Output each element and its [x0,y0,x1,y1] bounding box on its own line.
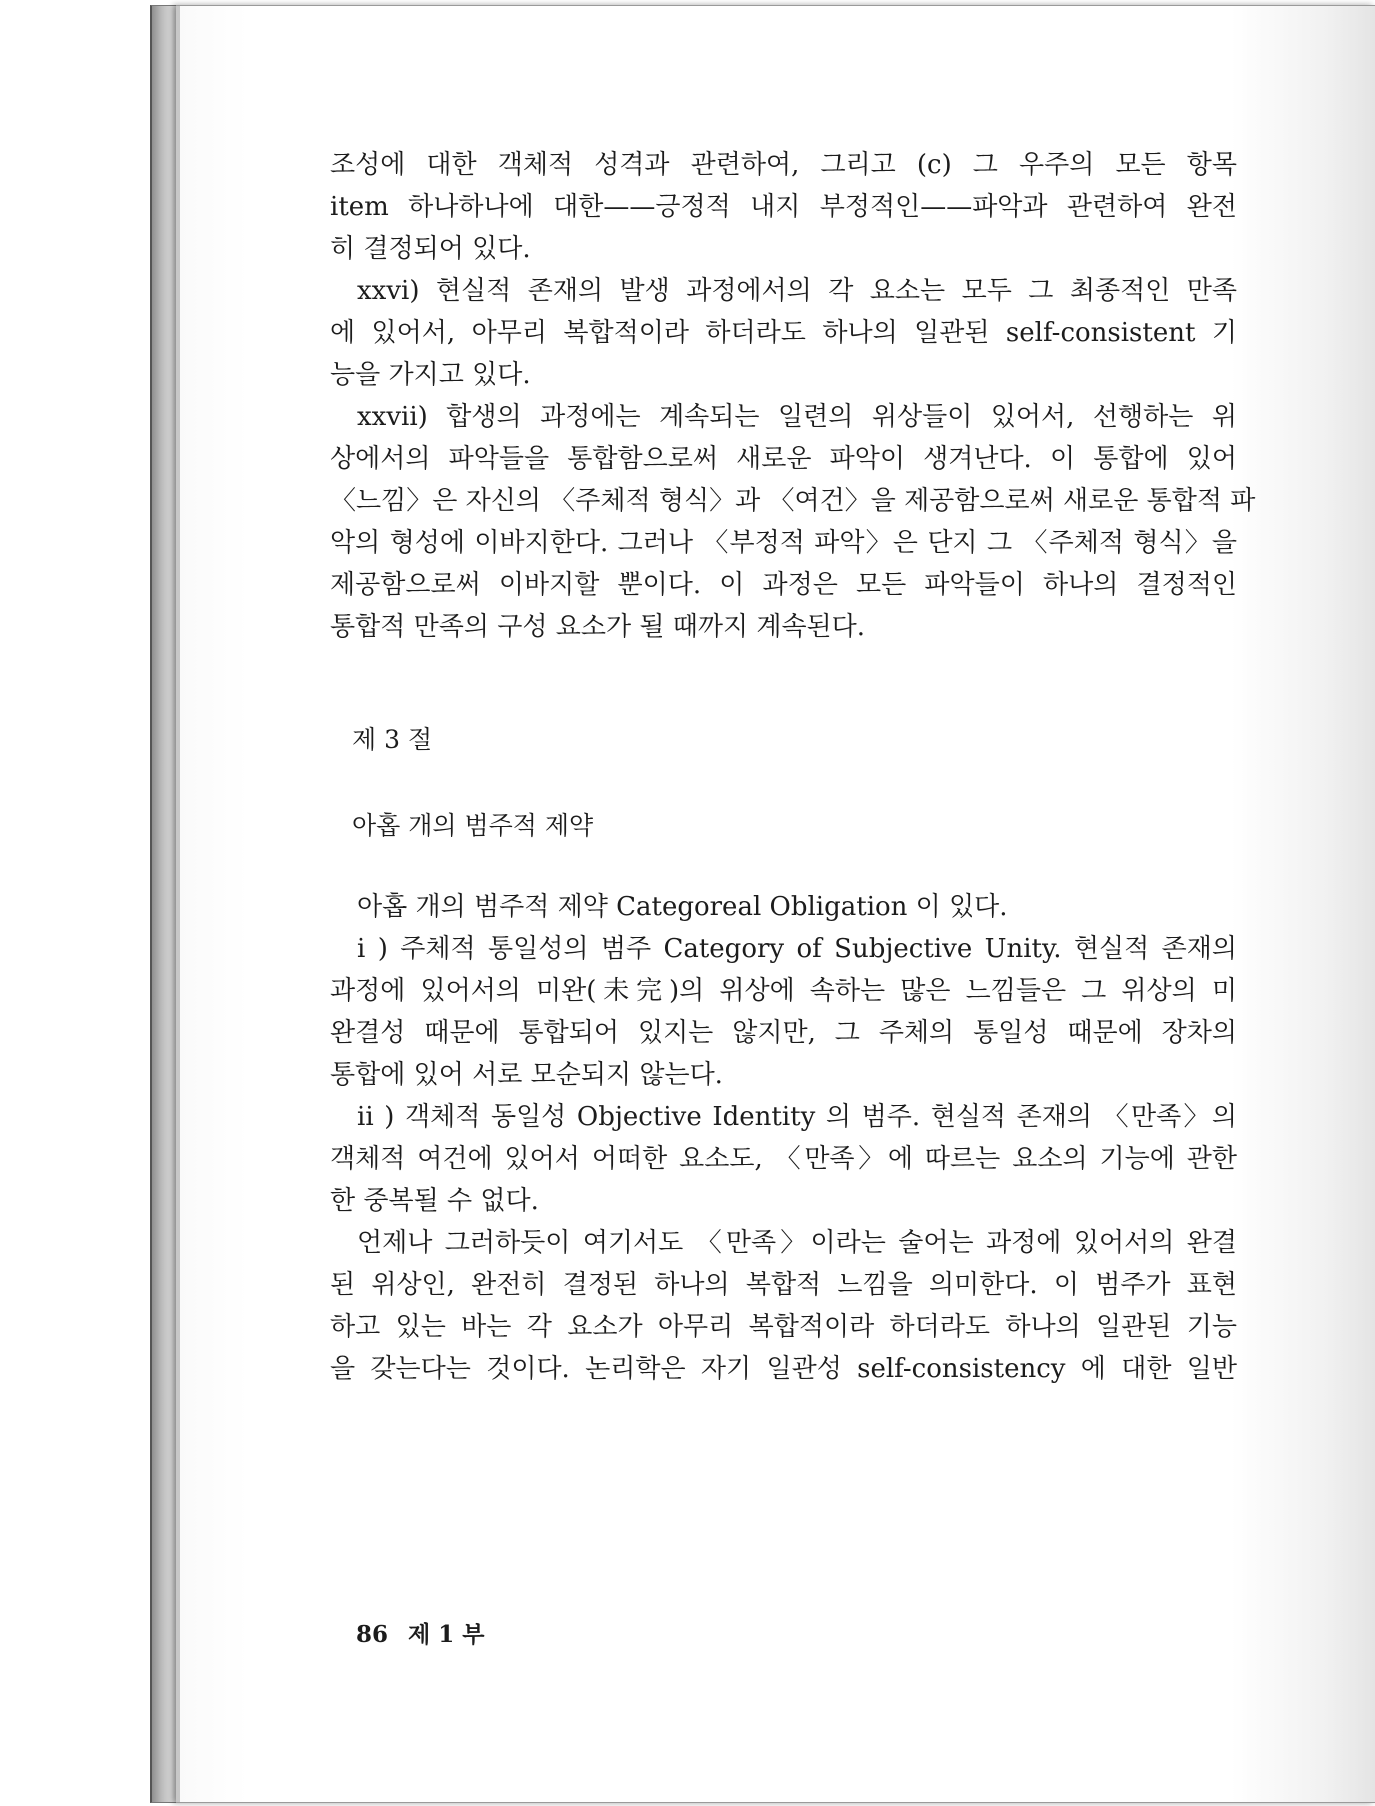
text-line: 제공함으로써 이바지할 뿐이다. 이 과정은 모든 파악들이 하나의 결정적인 [330,570,1237,600]
book-spine [150,5,178,1803]
text-line: xxvi) 현실적 존재의 발생 과정에서의 각 요소는 모두 그 최종적인 만족 [357,276,1237,306]
text-line: 악의 형성에 이바지한다. 그러나 〈부정적 파악〉은 단지 그 〈주체적 형식〉을 [330,528,1237,558]
book-page [176,5,1375,1803]
text-line: ii ) 객체적 동일성 Objective Identity 의 범주. 현실적 존재의 〈만족〉의 [357,1102,1237,1132]
text-line: 〈느낌〉은 자신의 〈주체적 형식〉과 〈여건〉을 제공함으로써 새로운 통합적 파 [330,486,1256,516]
text-line: xxvii) 합생의 과정에는 계속되는 일련의 위상들이 있어서, 선행하는 위 [357,402,1237,432]
section-title: 아홉 개의 범주적 제약 [352,811,594,840]
text-line: 상에서의 파악들을 통합함으로써 새로운 파악이 생겨난다. 이 통합에 있어 [330,444,1237,474]
text-line: 통합에 있어 서로 모순되지 않는다. [330,1060,723,1090]
text-line: 히 결정되어 있다. [330,234,531,264]
text-line: 하고 있는 바는 각 요소가 아무리 복합적이라 하더라도 하나의 일관된 기능 [330,1312,1237,1342]
text-line: 능을 가지고 있다. [330,360,531,390]
section-number: 제 3 절 [352,725,433,754]
text-line: 언제나 그러하듯이 여기서도 〈만족〉이라는 술어는 과정에 있어서의 완결 [357,1228,1237,1258]
text-line: 조성에 대한 객체적 성격과 관련하여, 그리고 (c) 그 우주의 모든 항목 [330,150,1237,180]
text-line: 아홉 개의 범주적 제약 Categoreal Obligation 이 있다. [357,892,1008,922]
page-number: 86 [356,1621,389,1648]
text-line: 한 중복될 수 없다. [330,1186,539,1216]
text-line: 객체적 여건에 있어서 어떠한 요소도, 〈만족〉에 따르는 요소의 기능에 관한 [330,1144,1237,1174]
text-line: 된 위상인, 완전히 결정된 하나의 복합적 느낌을 의미한다. 이 범주가 표현 [330,1270,1237,1300]
text-line: 완결성 때문에 통합되어 있지는 않지만, 그 주체의 통일성 때문에 장차의 [330,1018,1237,1048]
text-line: 에 있어서, 아무리 복합적이라 하더라도 하나의 일관된 self-consistent 기 [330,318,1237,348]
text-line: 과정에 있어서의 미완(未完)의 위상에 속하는 많은 느낌들은 그 위상의 미 [330,976,1237,1006]
text-line: 통합적 만족의 구성 요소가 될 때까지 계속된다. [330,612,866,642]
text-line: 을 갖는다는 것이다. 논리학은 자기 일관성 self-consistency 에 대한 일반 [330,1354,1237,1384]
book-part-label: 제 1 부 [408,1621,485,1648]
text-line: item 하나하나에 대한——긍정적 내지 부정적인——파악과 관련하여 완전 [330,192,1237,222]
text-line: i ) 주체적 통일성의 범주 Category of Subjective Unity. 현실적 존재의 [357,934,1237,964]
